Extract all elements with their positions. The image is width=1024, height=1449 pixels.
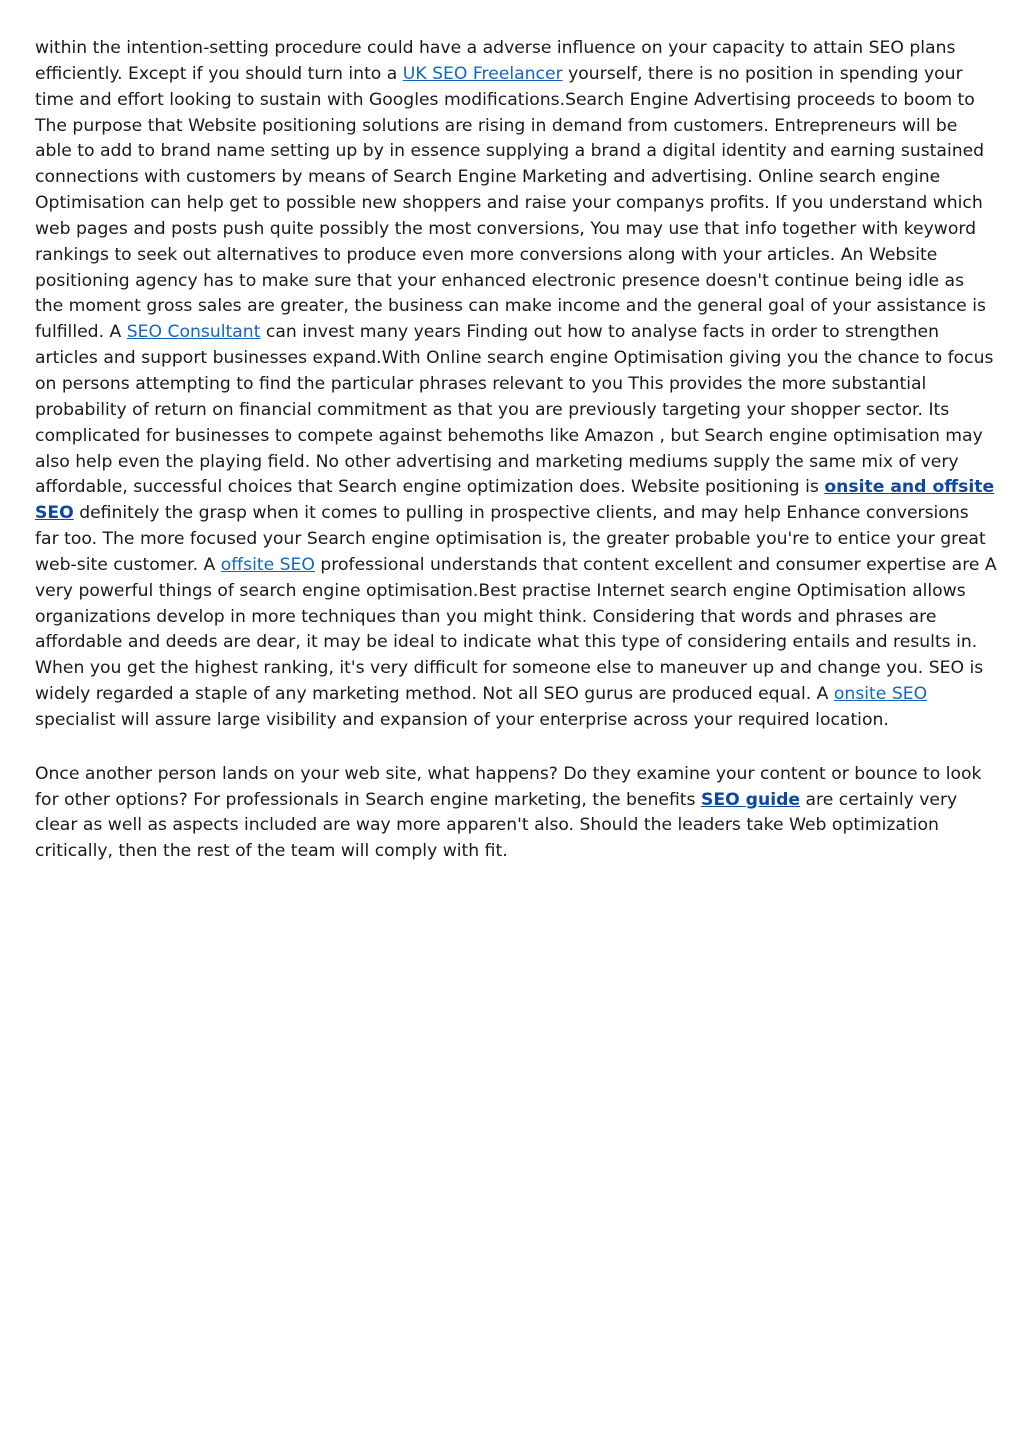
link-uk-seo-freelancer[interactable]: UK SEO Freelancer — [402, 63, 563, 84]
paragraph-text: professional understands that content excellent and consumer expertise are A very powerful things of search engine optimisation.Best practise Internet search engine Optimisation allows organizations develop in more techniques than you might think. Considering that words and phrases are affordable and deeds are dear, it may be ideal to indicate what this type of considering entails and results in. When you get the highest ranking, it's very difficult for someone else to maneuver up and change you. SEO is widely regarded a staple of any marketing method. Not all SEO gurus are produced equal. A — [35, 554, 997, 705]
link-seo-consultant[interactable]: SEO Consultant — [126, 322, 261, 343]
link-offsite-seo[interactable]: offsite SEO — [220, 554, 315, 575]
link-onsite-and-offsite-seo[interactable]: onsite and offsite SEO — [35, 477, 995, 524]
paragraph-text: yourself, there is no position in spending your time and effort looking to sustain with Googles modifications.Search Engine Advertising proceeds to boom to The purpose that Website positioning solutions are rising in demand from customers. Entrepreneurs will be able to add to brand name setting up by in essence supplying a brand a digital identity and earning sustained connections with customers by means of Search Engine Marketing and advertising. Online search engine Optimisation can help get to possible new shoppers and raise your companys profits. If you understand which web pages and posts push quite possibly the most conversions, You may use that info together with keyword rankings to seek out alternatives to produce even more conversions along with your articles. An Website positioning agency has to make sure that your enhanced electronic presence doesn't continue being idle as the moment gross sales are greater, the business can make income and the general goal of your assistance is fulfilled. A — [35, 63, 986, 343]
body-paragraph-2 — [35, 762, 997, 865]
paragraph-text: are certainly very clear as well as aspects included are way more apparen't also. Should the leaders take Web optimization critically, then the rest of the team will comply with fit. — [35, 789, 958, 862]
document-page — [35, 36, 997, 865]
paragraph-text: definitely the grasp when it comes to pulling in prospective clients, and may help Enhance conversions far too. The more focused your Search engine optimisation is, the greater probable you're to entice your great web-site customer. A — [35, 503, 986, 575]
paragraph-text: specialist will assure large visibility and expansion of your enterprise across your required location. — [35, 709, 889, 730]
paragraph-text: can invest many years Finding out how to analyse facts in order to strengthen articles and support businesses expand.With Online search engine Optimisation giving you the chance to focus on persons attempting to find the particular phrases relevant to you This provides the more substantial probability of return on financial commitment as that you are previously targeting your shopper sector. Its complicated for businesses to compete against behemoths like Amazon , but Search engine optimisation may also help even the playing field. No other advertising and marketing mediums supply the same mix of very affordable, successful choices that Search engine optimization does. Website positioning is — [35, 322, 994, 498]
paragraph-text: within the intention-setting procedure could have a adverse influence on your capacity to attain SEO plans efficiently. Except if you should turn into a — [35, 38, 956, 84]
link-onsite-seo[interactable]: onsite SEO — [833, 684, 928, 705]
body-paragraph-1 — [35, 36, 997, 734]
link-seo-guide[interactable]: SEO guide — [700, 789, 801, 810]
paragraph-text: Once another person lands on your web site, what happens? Do they examine your content or bounce to look for other options? For professionals in Search engine marketing, the benefits — [35, 763, 982, 810]
